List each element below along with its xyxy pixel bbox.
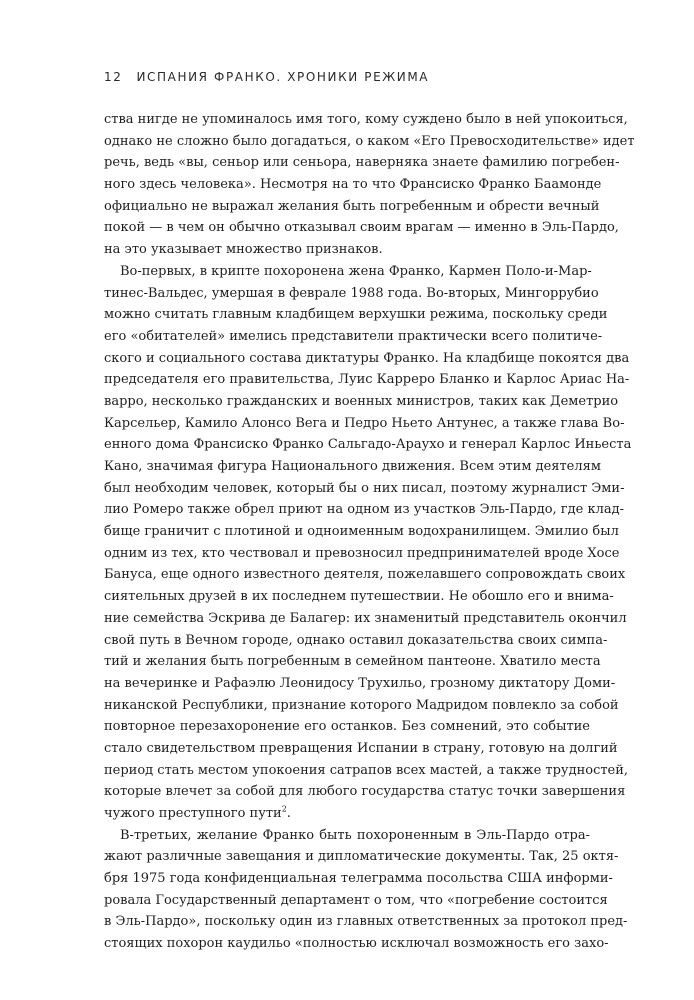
text-line — [104, 890, 608, 912]
text-line — [104, 456, 601, 478]
text-line — [104, 131, 635, 153]
text-line — [104, 196, 600, 218]
text-line — [104, 673, 616, 695]
text-line — [104, 695, 619, 717]
line-text: лио Ромеро также обрел приют на одном из участков Эль-Пардо, где клад- — [104, 502, 624, 518]
text-line — [104, 369, 630, 391]
line-text: однако не сложно было догадаться, о каком «Его Превосходительстве» идет — [104, 133, 635, 149]
text-line — [104, 304, 608, 326]
line-text: речь, ведь «вы, сеньор или сеньора, наверняка знаете фамилию погребен- — [104, 155, 620, 171]
line-text: тий и желания быть погребенным в семейном пантеоне. Хватило места — [104, 654, 601, 670]
text-line — [104, 564, 626, 586]
line-text: повторное перезахоронение его останков. Без сомнений, это событие — [104, 719, 590, 735]
line-text: ровала Государственный департамент о том, что «погребение состоится — [104, 892, 608, 908]
book-title: ИСПАНИЯ ФРАНКО. ХРОНИКИ РЕЖИМА — [136, 70, 430, 84]
line-text: варро, несколько гражданских и военных министров, таких как Деметрио — [104, 393, 619, 409]
text-line — [104, 283, 599, 305]
line-text: сиятельных друзей в их последнем путешествии. Не обошло его и внима- — [104, 589, 614, 605]
line-text: стоящих похорон каудильо «полностью исключал возможность его захо- — [104, 936, 609, 952]
running-head — [104, 70, 429, 84]
line-text: ского и социального состава диктатуры Франко. На кладбище покоятся два — [104, 350, 630, 366]
text-line — [104, 803, 590, 825]
text-line — [104, 478, 625, 500]
text-line — [104, 760, 629, 782]
text-line — [104, 174, 602, 196]
text-line — [104, 825, 590, 847]
text-line — [104, 608, 627, 630]
text-line — [104, 152, 620, 174]
text-line — [104, 217, 619, 239]
text-line — [104, 630, 608, 652]
line-text: В-третьих, желание Франко быть похороненным в Эль-Пардо отра- — [120, 827, 590, 843]
text-line — [104, 543, 620, 565]
text-line — [104, 239, 590, 261]
text-line — [104, 781, 626, 803]
line-text: можно считать главным кладбищем верхушки режима, поскольку среди — [104, 307, 608, 323]
line-text: был необходим человек, который бы о них писал, поэтому журналист Эми- — [104, 480, 625, 496]
line-text: покой — в чем он обычно отказывал своим врагам — именно в Эль-Пардо, — [104, 220, 619, 236]
paragraph — [104, 109, 635, 261]
line-text: тинес-Вальдес, умершая в феврале 1988 года. Во-вторых, Мингоррубио — [104, 285, 599, 301]
text-line — [104, 651, 601, 673]
text-line — [104, 391, 619, 413]
line-text: период стать местом упокоения сатрапов всех мастей, а также трудностей, — [104, 762, 629, 778]
line-text: ного здесь человека». Несмотря на то что Франсиско Франко Баамонде — [104, 177, 602, 193]
text-line — [104, 846, 619, 868]
text-line — [104, 499, 624, 521]
line-text: бище граничит с плотиной и одноименным водохранилищем. Эмилио был — [104, 524, 619, 540]
line-text: на это указывает множество признаков. — [104, 242, 383, 258]
line-text: бря 1975 года конфиденциальная телеграмма посольства США информи- — [104, 871, 613, 887]
text-line — [104, 738, 618, 760]
line-text: никанской Республики, признание которого Мадридом повлекло за собой — [104, 697, 619, 713]
footnote-marker[interactable]: 2 — [281, 804, 287, 814]
line-text: Карсельер, Камило Алонсо Вега и Педро Ньето Антунес, а также глава Во- — [104, 415, 625, 431]
line-text: Во-первых, в крипте похоронена жена Франко, Кармен Поло-и-Мар- — [120, 263, 592, 279]
line-text: председателя его правительства, Луис Карреро Бланко и Карлос Ариас На- — [104, 372, 630, 388]
text-line — [104, 933, 609, 955]
line-text: одним из тех, кто чествовал и превозносил предпринимателей вроде Хосе — [104, 545, 620, 561]
line-text: енного дома Франсиско Франко Сальгадо-Араухо и генерал Карлос Иньеста — [104, 437, 632, 453]
text-line — [104, 413, 625, 435]
line-text: его «обитателей» имелись представители практически всего политиче- — [104, 328, 603, 344]
text-line — [104, 348, 630, 370]
text-line — [104, 868, 613, 890]
line-text: официально не выражал желания быть погребенным и обрести вечный — [104, 198, 600, 214]
text-line — [104, 109, 628, 131]
line-text: которые влечет за собой для любого государства статус точки завершения — [104, 784, 626, 800]
text-line — [104, 261, 590, 283]
line-text: ние семейства Эскрива де Балагер: их знаменитый представитель окончил — [104, 610, 627, 626]
text-line — [104, 326, 603, 348]
line-text: в Эль-Пардо», поскольку один из главных ответственных за протокол пред- — [104, 914, 628, 930]
body-text — [104, 109, 635, 955]
paragraph — [104, 261, 632, 825]
line-text: на вечеринке и Рафаэлю Леонидосу Трухильо, грозному диктатору Доми- — [104, 675, 616, 691]
line-text: Бануса, еще одного известного деятеля, пожелавшего сопровождать своих — [104, 567, 626, 583]
text-line — [104, 716, 590, 738]
line-text: стало свидетельством превращения Испании в страну, готовую на долгий — [104, 740, 618, 756]
line-text: чужого преступного пути — [104, 806, 282, 821]
line-text: свой путь в Вечном городе, однако оставил доказательства своих симпа- — [104, 632, 608, 648]
text-line — [104, 586, 614, 608]
line-text-tail: . — [286, 806, 291, 821]
line-text: жают различные завещания и дипломатические документы. Так, 25 октя- — [104, 849, 619, 865]
text-line — [104, 911, 628, 933]
text-line — [104, 434, 632, 456]
paragraph — [104, 825, 628, 955]
line-text: Кано, значимая фигура Национального движения. Всем этим деятелям — [104, 459, 601, 474]
text-line — [104, 521, 619, 543]
line-text: ства нигде не упоминалось имя того, кому суждено было в ней упокоиться, — [104, 112, 628, 127]
page-number: 12 — [104, 70, 123, 84]
